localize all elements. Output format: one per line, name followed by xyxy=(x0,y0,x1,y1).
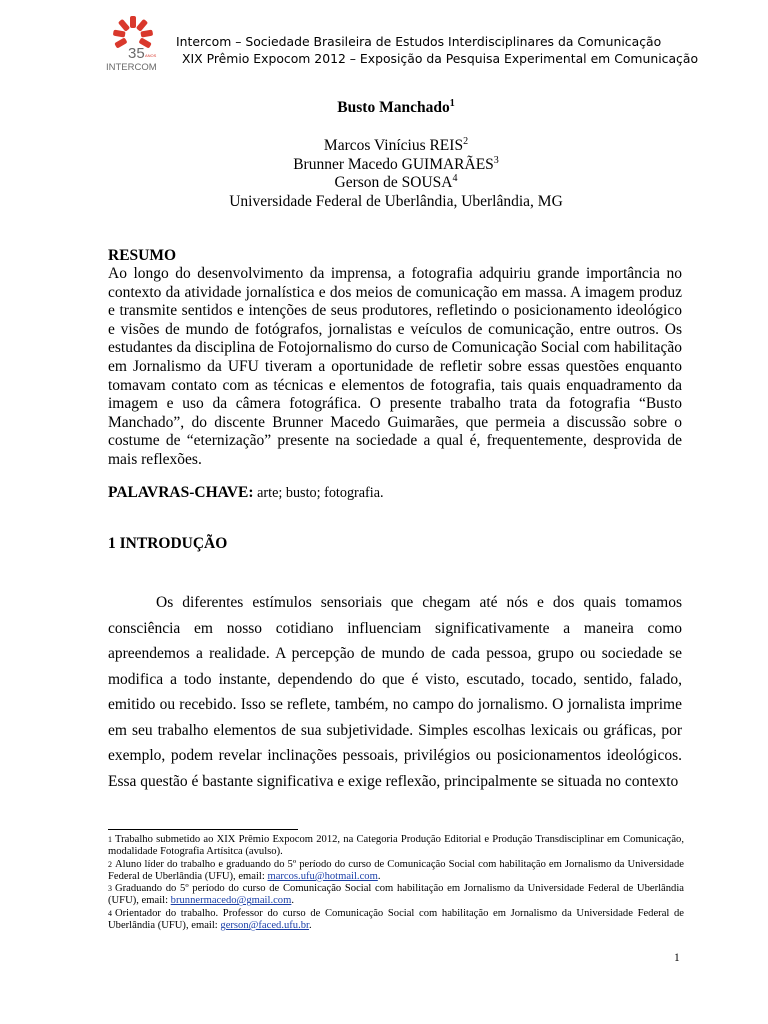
footnote: $^4$ Orientador do trabalho. Professor do curso de Comunicação Social com habilitação em Jornalismo da Universidade Federal de Uberlândia (UFU), email: gerson@faced.ufu.br. xyxy=(108,907,684,932)
author-block xyxy=(108,137,684,211)
logo-number: 35 xyxy=(128,45,145,62)
section-heading-introduction: 1 INTRODUÇÃO xyxy=(108,535,228,552)
email-link[interactable]: brunnermacedo@gmail.com xyxy=(170,895,292,907)
logo-sub: ANOS xyxy=(145,53,157,58)
logo-name: INTERCOM xyxy=(106,62,157,72)
keywords xyxy=(108,484,384,502)
footnote-divider xyxy=(108,829,298,830)
running-header xyxy=(176,34,699,67)
author: Marcos Vinícius REIS$^2$ xyxy=(323,135,469,154)
email-link[interactable]: gerson@faced.ufu.br xyxy=(220,920,309,932)
footnote: $^3$ Graduando do 5º período do curso de Comunicação Social com habilitação em Jornalismo da Universidade Federal de Uberlândia (UFU), email: brunnermacedo@gmail.com. xyxy=(108,883,684,907)
introduction-paragraph: Os diferentes estímulos sensoriais que chegam até nós e dos quais tomamos consciência em nosso cotidiano influenciam significativamente a maneira como apreendemos a realidade. A percepção de mundo de cada pessoa, grupo ou sociedade se modifica a todo instante, dependendo do que é visto, escutado, tocado, sentido, falado, emitido ou recebido. Isso se reflete, também, no campo do jornalismo. O jornalista imprime em seu trabalho elementos de sua subjetividade. Simples escolhas lexicais ou gráficas, por exemplo, podem revelar inclinações pessoais, privilégios ou posicionamentos ideológicos. Essa questão é bastante significativa e exige reflexão, principalmente se situada no contexto xyxy=(108,594,682,790)
email-link[interactable]: marcos.ufu@hotmail.com xyxy=(267,870,378,882)
title-footnote-mark: 1 xyxy=(449,97,455,109)
paper-title-text: Busto Manchado xyxy=(337,99,450,116)
keywords-label: PALAVRAS-CHAVE: xyxy=(108,484,254,501)
abstract-text: Ao longo do desenvolvimento da imprensa, a fotografia adquiriu grande importância no contexto da atividade jornalística e dos meios de comunicação em massa. A imagem produz e transmite sentidos e intenções de seus produtores, refletindo o posicionamento ideológico e visões de mundo de fotógrafos, jornalistas e veículos de comunicação, entre outros. Os estudantes da disciplina de Fotojornalismo do curso de Comunicação Social com habilitação em Jornalismo da UFU tiveram a oportunidade de refletir sobre essas questões enquanto tomavam contato com as técnicas e elementos de fotografia, tais quais enquadramento da imagem e uso da câmera fotográfica. O presente trabalho trata da fotografia “Busto Manchado”, do discente Brunner Macedo Guimarães, que permeia a discussão sobre o costume de “eternização” presente na sociedade a qual é, frequentemente, desprovida de mais reflexões. xyxy=(108,265,682,468)
footnote: $^1$ Trabalho submetido ao XIX Prêmio Expocom 2012, na Categoria Produção Editorial e Produção Transdisciplinar em Comunicação, modalidade Fotografia Artísitca (avulso). xyxy=(108,834,684,858)
author: Gerson de SOUSA$^4$ xyxy=(334,173,458,192)
footnotes xyxy=(108,834,684,932)
intercom-logo xyxy=(104,14,162,72)
affiliation: Universidade Federal de Uberlândia, Uberlândia, MG xyxy=(229,192,563,210)
author: Brunner Macedo GUIMARÃES$^3$ xyxy=(293,154,499,173)
footnote: $^2$ Aluno líder do trabalho e graduando do 5º período do curso de Comunicação Social com habilitação em Jornalismo da Universidade Federal de Uberlândia (UFU), email: marcos.ufu@hotmail.com. xyxy=(108,858,684,882)
page-number: 1 xyxy=(674,952,680,964)
header-line-2: XIX Prêmio Expocom 2012 – Exposição da Pesquisa Experimental em Comunicação xyxy=(182,50,699,66)
keywords-value: arte; busto; fotografia. xyxy=(253,485,384,501)
paper-title xyxy=(108,99,684,117)
abstract-heading: RESUMO xyxy=(108,247,177,264)
header-line-1: Intercom – Sociedade Brasileira de Estudos Interdisciplinares da Comunicação xyxy=(176,34,662,49)
